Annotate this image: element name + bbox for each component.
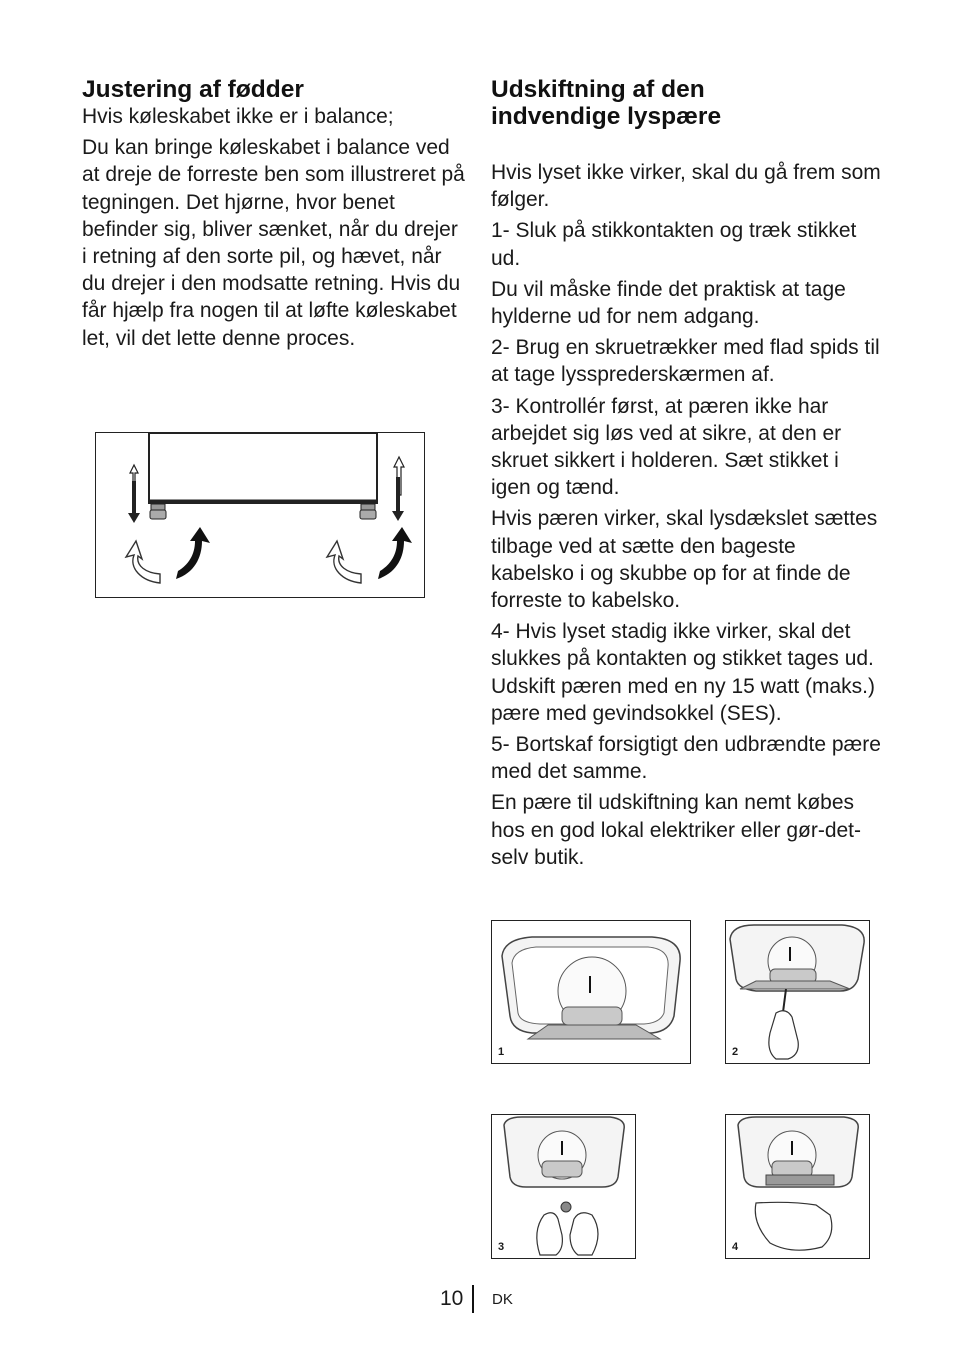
figure-label: 3 [498, 1241, 505, 1253]
instruction-paragraph: 3- Kontrollér først, at pæren ikke har arbejdet sig løs ved at sikre, at den er skruet sikkert i holderen. Sæt stikket i igen og tænd. [491, 394, 842, 500]
instruction-paragraph: 5- Bortskaf forsigtigt den udbrændte pære med det samme. [491, 733, 881, 784]
figure-label: 4 [732, 1241, 739, 1253]
bulb-step-figure-3 [491, 1114, 636, 1259]
instruction-paragraph: Hvis lyset ikke virker, skal du gå frem som følger. [491, 161, 881, 212]
language-code: DK [492, 1291, 513, 1308]
hand-icon [769, 1011, 798, 1059]
bulb-step-figure-1 [491, 920, 691, 1064]
figure-label: 2 [732, 1046, 739, 1058]
page-number: 10 [440, 1287, 464, 1310]
feet-adjustment-illustration [95, 432, 425, 598]
left-up-down-arrows-icon [128, 465, 140, 523]
feet-adjustment-subtitle: Hvis køleskabet ikke er i balance; [82, 105, 394, 128]
footer-divider [472, 1285, 474, 1313]
bulb-replacement-heading-line1: Udskiftning af den [491, 76, 705, 103]
right-up-down-arrows-icon [392, 457, 404, 521]
instruction-paragraph: 1- Sluk på stikkontakten og træk stikket ud. [491, 219, 857, 270]
feet-adjustment-heading: Justering af fødder [82, 76, 304, 103]
right-foot-icon [360, 504, 376, 519]
right-column [491, 76, 881, 875]
hand-icon [755, 1202, 832, 1250]
bulb-step-figure-2 [725, 920, 870, 1064]
instruction-paragraph: Hvis pæren virker, skal lysdækslet sættes tilbage ved at sætte den bageste kabelsko i og skubbe op for at finde de forreste to kabelsko. [491, 507, 878, 613]
left-rotate-arrows-icon [126, 527, 210, 583]
feet-adjustment-body: Du kan bringe køleskabet i balance ved at dreje de forreste ben som illustreret på tegningen. Det hjørne, hvor benet befinder sig, bliver sænket, når du drejer i retning af den sorte pil, og hævet, når du drejer i den modsatte retning. Hvis du får hjælp fra nogen til at løfte køleskabet let, vil det lette denne proces. [82, 136, 465, 350]
hand-icon [537, 1213, 563, 1255]
bulb-replacement-heading-line2: indvendige lyspære [491, 103, 722, 130]
instruction-paragraph: En pære til udskiftning kan nemt købes hos en god lokal elektriker eller gør-det-selv butik. [491, 791, 862, 869]
left-column [82, 76, 468, 356]
instruction-paragraph: Du vil måske finde det praktisk at tage hylderne ud for nem adgang. [491, 277, 846, 329]
hand-icon [570, 1213, 598, 1255]
right-rotate-arrows-icon [327, 527, 412, 583]
instruction-paragraph: 4- Hvis lyset stadig ikke virker, skal det slukkes på kontakten og stikket tages ud. Udskift pæren med en ny 15 watt (maks.) pære med gevindsokkel (SES). [491, 620, 875, 725]
bulb-step-figure-4 [725, 1114, 870, 1259]
figure-label: 1 [498, 1046, 505, 1058]
left-foot-icon [150, 504, 166, 519]
instruction-paragraph: 2- Brug en skruetrækker med flad spids til at tage lyssprederskærmen af. [491, 336, 880, 387]
